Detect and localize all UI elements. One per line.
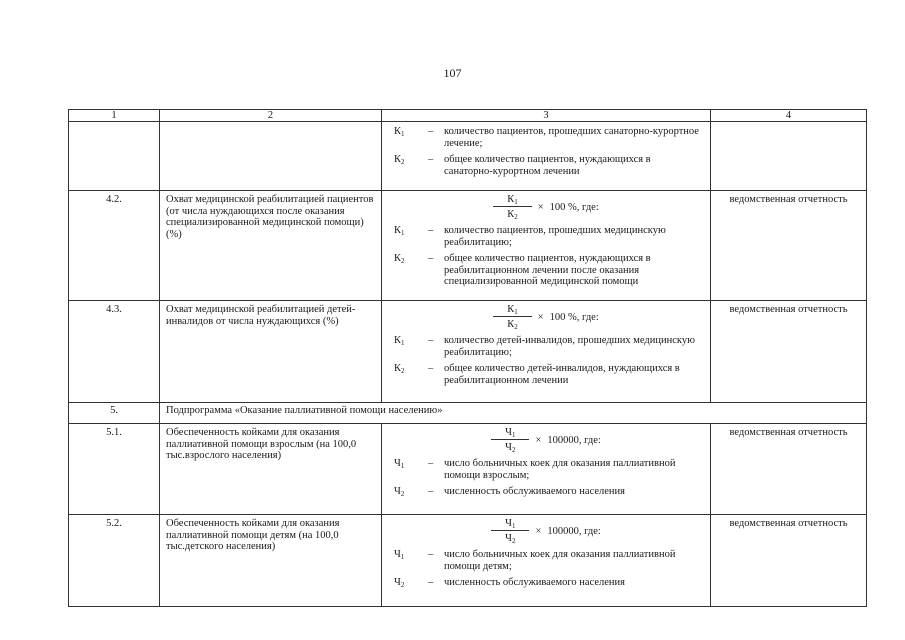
data-source: ведомственная отчетность	[711, 424, 867, 515]
formula	[382, 426, 710, 454]
calculation-method	[382, 122, 711, 191]
multiply-sign: ×	[537, 201, 544, 213]
table-row	[69, 122, 867, 191]
multiply-sign: ×	[537, 311, 544, 323]
variable-definition	[382, 549, 710, 572]
page-number: 107	[443, 66, 462, 80]
multiply-sign: ×	[535, 525, 542, 537]
denominator: $К_2$	[507, 209, 518, 221]
fraction	[491, 518, 529, 544]
calculation-method	[382, 301, 711, 403]
dash: –	[428, 154, 434, 165]
variable-definition	[382, 126, 710, 149]
variable-definition	[382, 253, 710, 288]
variable-description: количество детей-инвалидов, прошедших медицинскую реабилитацию;	[444, 335, 695, 358]
calculation-method	[382, 515, 711, 607]
dash: –	[428, 126, 434, 137]
formula	[382, 193, 710, 221]
variable-definition	[382, 154, 710, 177]
variable-definition	[382, 363, 710, 386]
dash: –	[428, 577, 434, 588]
header-cell: 3	[382, 110, 711, 122]
formula	[382, 303, 710, 331]
variable-description: количество пациентов, прошедших медицинскую реабилитацию;	[444, 225, 666, 248]
indicator-name: Обеспеченность койками для оказания паллиативной помощи взрослым (на 100,0 тыс.взрослого населения)	[160, 424, 382, 515]
variable-definition	[382, 486, 710, 498]
table-row	[69, 515, 867, 607]
dash: –	[428, 549, 434, 560]
data-source: ведомственная отчетность	[711, 515, 867, 607]
variable-definition	[382, 335, 710, 358]
header-cell: 4	[711, 110, 867, 122]
table-row	[69, 424, 867, 515]
formula-multiplier: 100 %, где:	[549, 201, 599, 213]
variable-symbol: $К_2$	[394, 363, 405, 375]
header-cell: 1	[69, 110, 160, 122]
header-row	[69, 110, 867, 122]
variable-symbol: $К_1$	[394, 126, 405, 138]
indicator-number: 5.1.	[69, 424, 160, 515]
variable-definition	[382, 458, 710, 481]
table-row	[69, 301, 867, 403]
indicator-number: 5.2.	[69, 515, 160, 607]
data-source	[711, 122, 867, 191]
fraction	[493, 194, 532, 220]
calculation-method	[382, 424, 711, 515]
data-source: ведомственная отчетность	[711, 301, 867, 403]
indicator-number	[69, 122, 160, 191]
numerator: $Ч_1$	[491, 427, 529, 440]
variable-description: число больничных коек для оказания паллиативной помощи взрослым;	[444, 458, 676, 481]
denominator: $Ч_2$	[505, 533, 516, 545]
section-title: Подпрограмма «Оказание паллиативной помощи населению»	[160, 403, 867, 424]
variable-description: общее количество детей-инвалидов, нуждающихся в реабилитационном лечении	[444, 363, 680, 386]
variable-description: общее количество пациентов, нуждающихся в санаторно-курортном лечении	[444, 154, 651, 177]
numerator: $Ч_1$	[491, 518, 529, 531]
variable-symbol: $Ч_1$	[394, 549, 405, 561]
indicator-name: Охват медицинской реабилитацией пациентов (от числа нуждающихся после оказания специализированной медицинской помощи) (%)	[160, 191, 382, 301]
variable-symbol: $К_2$	[394, 253, 405, 265]
indicators-table	[68, 109, 867, 607]
variable-description: число больничных коек для оказания паллиативной помощи детям;	[444, 549, 676, 572]
indicator-name: Охват медицинской реабилитацией детей-инвалидов от числа нуждающихся (%)	[160, 301, 382, 403]
variable-symbol: $Ч_2$	[394, 486, 405, 498]
variable-description: количество пациентов, прошедших санаторно-курортное лечение;	[444, 126, 699, 149]
formula-multiplier: 100000, где:	[547, 434, 601, 446]
dash: –	[428, 363, 434, 374]
data-source: ведомственная отчетность	[711, 191, 867, 301]
dash: –	[428, 458, 434, 469]
dash: –	[428, 225, 434, 236]
section-row	[69, 403, 867, 424]
indicator-number: 4.3.	[69, 301, 160, 403]
variable-definition	[382, 225, 710, 248]
variable-symbol: $К_1$	[394, 225, 405, 237]
numerator: $К_1$	[493, 304, 532, 317]
variable-description: численность обслуживаемого населения	[444, 486, 626, 497]
indicator-number: 4.2.	[69, 191, 160, 301]
calculation-method	[382, 191, 711, 301]
fraction	[491, 427, 529, 453]
variable-symbol: $Ч_2$	[394, 577, 405, 589]
dash: –	[428, 486, 434, 497]
denominator: $Ч_2$	[505, 442, 516, 454]
variable-description: численность обслуживаемого населения	[444, 577, 626, 588]
indicator-name: Обеспеченность койками для оказания паллиативной помощи детям (на 100,0 тыс.детского населения)	[160, 515, 382, 607]
variable-symbol: $К_1$	[394, 335, 405, 347]
header-cell: 2	[160, 110, 382, 122]
variable-description: общее количество пациентов, нуждающихся в реабилитационном лечении после оказания специализированной медицинской помощи	[444, 253, 651, 287]
formula	[382, 517, 710, 545]
numerator: $К_1$	[493, 194, 532, 207]
indicator-name	[160, 122, 382, 191]
multiply-sign: ×	[535, 434, 542, 446]
variable-definition	[382, 577, 710, 589]
section-number: 5.	[69, 403, 160, 424]
formula-multiplier: 100 %, где:	[549, 311, 599, 323]
variable-symbol: $Ч_1$	[394, 458, 405, 470]
table-row	[69, 191, 867, 301]
denominator: $К_2$	[507, 319, 518, 331]
fraction	[493, 304, 532, 330]
dash: –	[428, 253, 434, 264]
formula-multiplier: 100000, где:	[547, 525, 601, 537]
dash: –	[428, 335, 434, 346]
variable-symbol: $К_2$	[394, 154, 405, 166]
